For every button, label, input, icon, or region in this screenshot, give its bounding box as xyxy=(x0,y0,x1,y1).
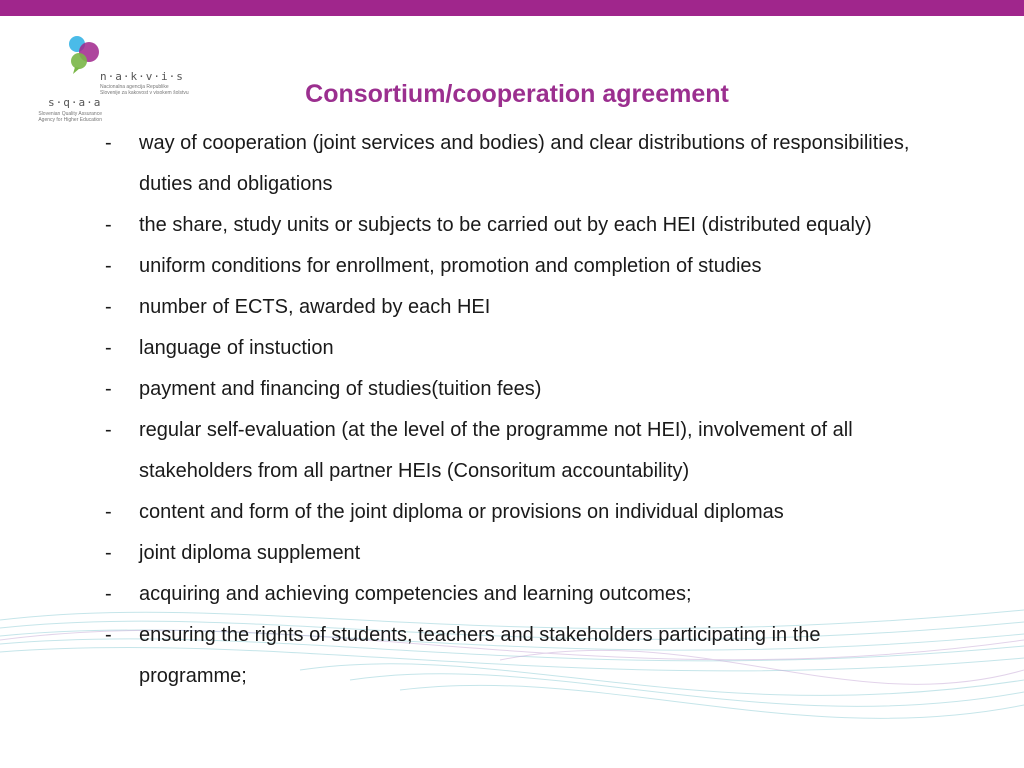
list-item xyxy=(105,287,925,328)
agreement-items-list xyxy=(105,123,925,697)
bullet-dash: - xyxy=(105,419,112,441)
list-item xyxy=(105,533,925,574)
bullet-dash: - xyxy=(105,337,112,359)
bullet-dash: - xyxy=(105,378,112,400)
list-item-text: the share, study units or subjects to be carried out by each HEI (distributed equaly) xyxy=(139,214,872,236)
list-item-text: way of cooperation (joint services and bodies) and clear distributions of responsibilities, duties and obligations xyxy=(139,132,910,195)
logo-brand-secondary-subtitle: Slovenian Quality Assurance Agency for Higher Education xyxy=(38,111,102,123)
bullet-dash: - xyxy=(105,132,112,154)
list-item xyxy=(105,369,925,410)
list-item-text: language of instuction xyxy=(139,337,334,359)
list-item xyxy=(105,492,925,533)
list-item xyxy=(105,574,925,615)
list-item-text: regular self-evaluation (at the level of the programme not HEI), involvement of all stakeholders from all partner HEIs (Consoritum accountability) xyxy=(139,419,853,482)
bullet-dash: - xyxy=(105,255,112,277)
logo-brand-primary-subtitle: Nacionalna agencija Republike Slovenije za kakovost v visokem šolstvu xyxy=(100,84,189,96)
list-item xyxy=(105,246,925,287)
list-item-text: content and form of the joint diploma or provisions on individual diplomas xyxy=(139,501,784,523)
agency-logo xyxy=(28,34,188,124)
list-item xyxy=(105,615,925,697)
bullet-dash: - xyxy=(105,583,112,605)
list-item-text: uniform conditions for enrollment, promotion and completion of studies xyxy=(139,255,762,277)
logo-brand-secondary: s·q·a·a xyxy=(48,96,102,109)
bullet-dash: - xyxy=(105,501,112,523)
top-accent-bar xyxy=(0,0,1024,16)
bullet-dash: - xyxy=(105,542,112,564)
list-item-text: number of ECTS, awarded by each HEI xyxy=(139,296,491,318)
list-item xyxy=(105,410,925,492)
list-item-text: ensuring the rights of students, teachers and stakeholders participating in the programme; xyxy=(139,624,821,687)
list-item-text: joint diploma supplement xyxy=(139,542,361,564)
list-item-text: payment and financing of studies(tuition fees) xyxy=(139,378,542,400)
list-item xyxy=(105,123,925,205)
bullet-dash: - xyxy=(105,214,112,236)
bullet-dash: - xyxy=(105,624,112,646)
list-item xyxy=(105,328,925,369)
logo-brand-primary: n·a·k·v·i·s xyxy=(100,70,184,83)
speech-bubbles-icon xyxy=(66,34,106,74)
bullet-dash: - xyxy=(105,296,112,318)
slide-title: Consortium/cooperation agreement xyxy=(305,80,729,108)
list-item xyxy=(105,205,925,246)
list-item-text: acquiring and achieving competencies and learning outcomes; xyxy=(139,583,692,605)
